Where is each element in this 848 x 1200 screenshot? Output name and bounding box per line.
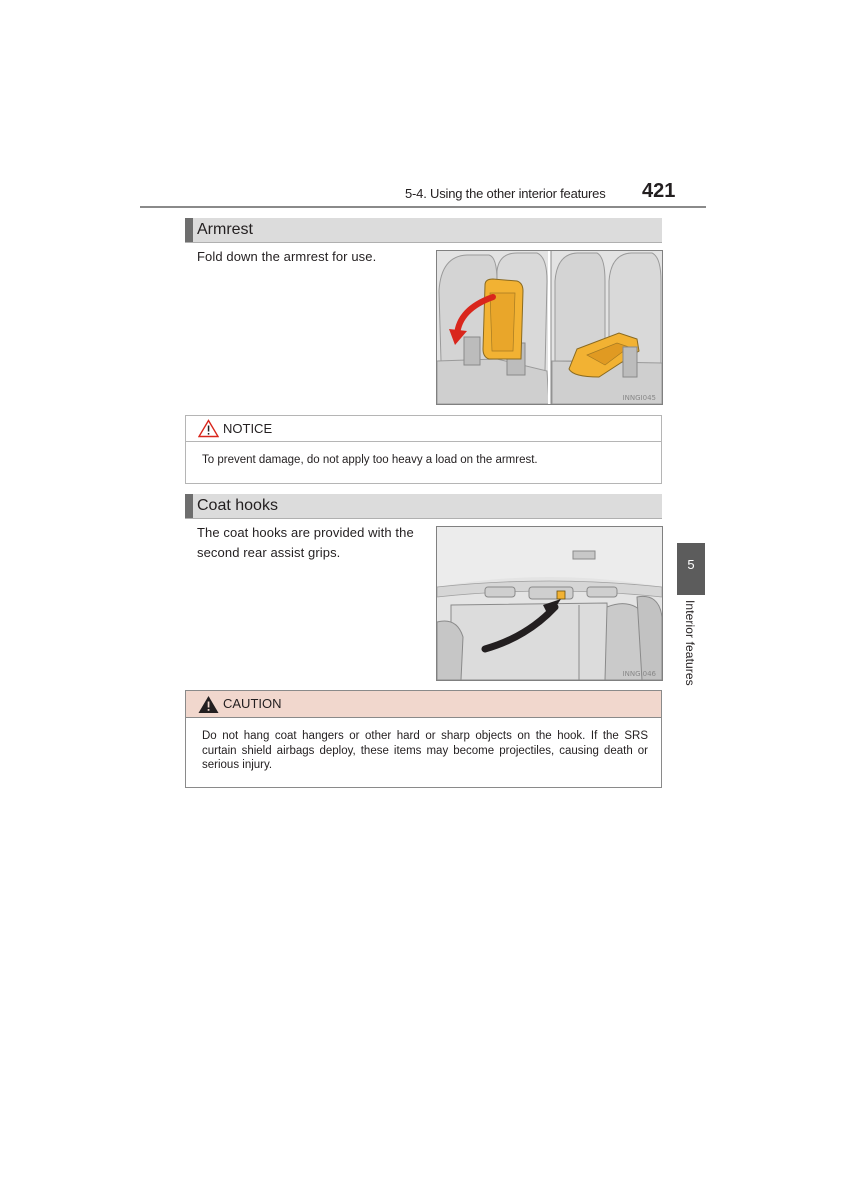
notice-text: To prevent damage, do not apply too heavy a load on the armrest. — [202, 454, 538, 466]
page-number: 421 — [642, 180, 676, 202]
warning-triangle-filled-icon — [198, 695, 219, 714]
armrest-heading: Armrest — [197, 221, 253, 238]
notice-label: NOTICE — [223, 421, 273, 436]
armrest-instruction: Fold down the armrest for use. — [197, 249, 377, 264]
chapter-label: Interior features — [683, 600, 697, 686]
chapter-tab — [677, 543, 705, 595]
caution-label: CAUTION — [223, 696, 282, 711]
heading-stripe — [185, 494, 193, 518]
coat-hook-figure-code: INNGI046 — [622, 670, 656, 678]
header-divider — [140, 206, 706, 208]
heading-stripe — [185, 218, 193, 242]
caution-box — [185, 690, 662, 788]
running-header: 5-4. Using the other interior features — [405, 186, 606, 201]
coat-hooks-heading-bar — [185, 494, 662, 519]
armrest-figure-code: INNGI045 — [622, 394, 656, 402]
coat-hooks-text-line2: second rear assist grips. — [197, 545, 341, 560]
armrest-illustration — [436, 250, 663, 405]
chapter-number: 5 — [687, 557, 695, 572]
coat-hooks-heading: Coat hooks — [197, 497, 278, 514]
notice-header — [186, 416, 661, 442]
warning-triangle-outline-icon — [198, 419, 219, 438]
coat-hook-illustration — [436, 526, 663, 681]
caution-text: Do not hang coat hangers or other hard or sharp objects on the hook. If the SRS curtain shield airbags deploy, these items may become projectiles, causing death or serious injury. — [202, 730, 648, 771]
notice-box — [185, 415, 662, 484]
armrest-heading-bar — [185, 218, 662, 243]
coat-hooks-text-line1: The coat hooks are provided with the — [197, 525, 414, 540]
caution-header — [186, 691, 661, 718]
